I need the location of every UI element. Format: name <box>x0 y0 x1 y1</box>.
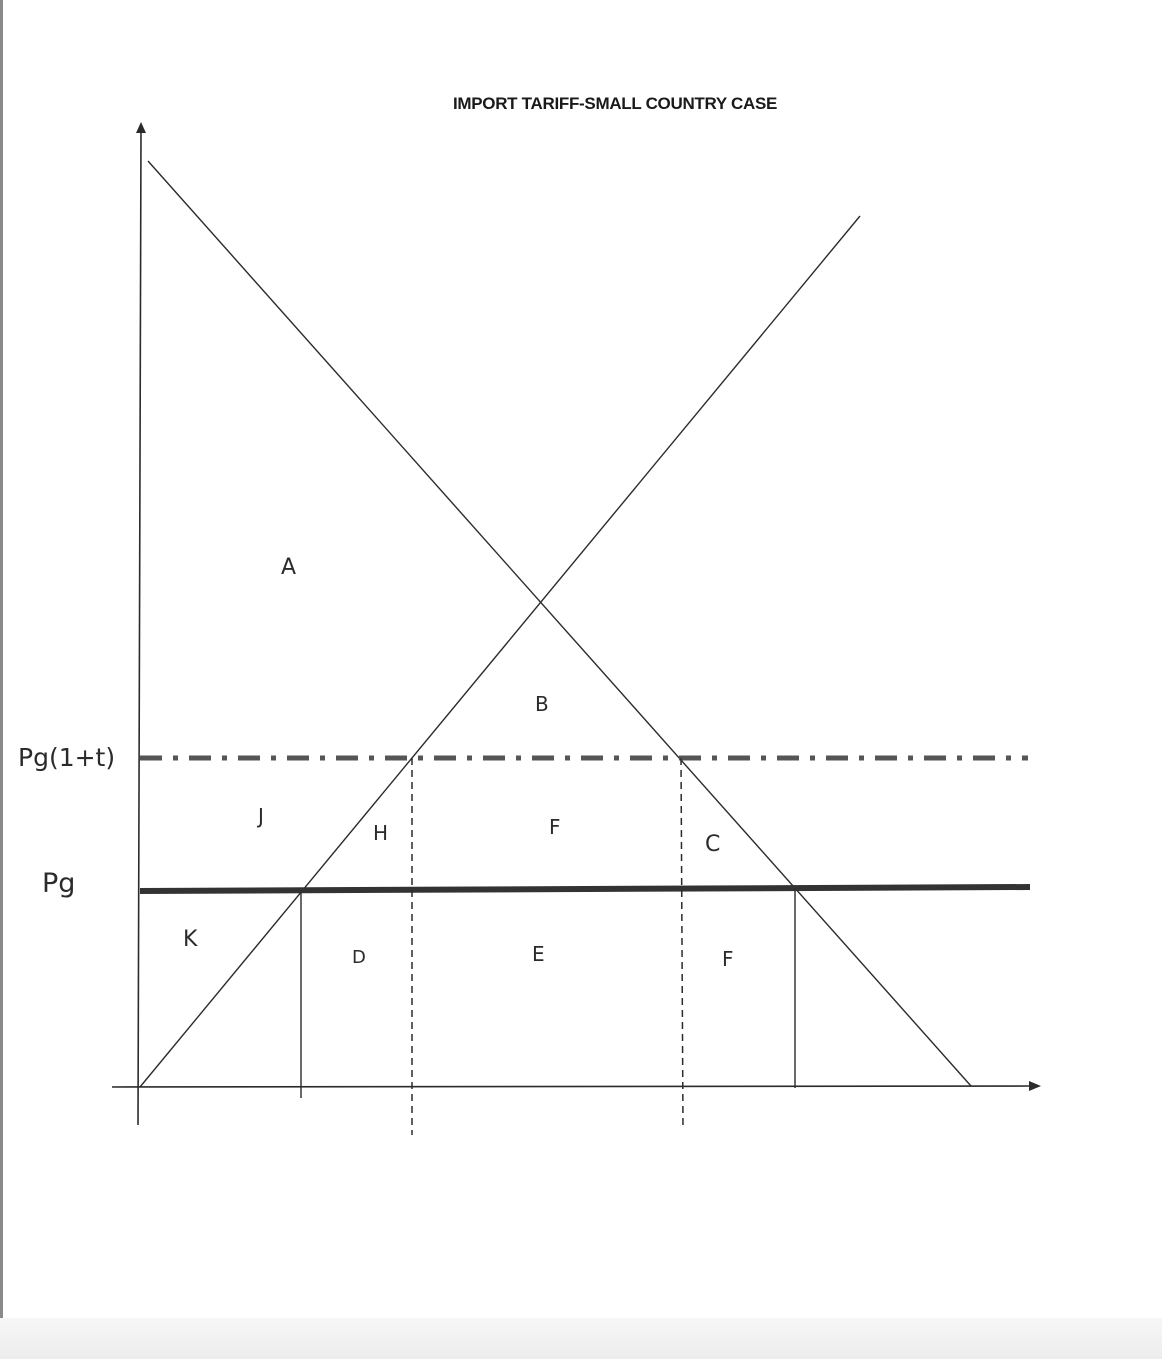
region-label-E: E <box>532 942 545 966</box>
y-axis <box>138 130 141 1125</box>
supply-curve <box>140 216 860 1087</box>
world-price-label: Pg <box>42 868 76 899</box>
tariff-demand-quantity-line <box>681 758 683 1128</box>
region-label-F-upper: F <box>549 815 561 839</box>
diagram-title: IMPORT TARIFF-SMALL COUNTRY CASE <box>452 94 778 113</box>
region-label-D: D <box>352 947 366 968</box>
region-label-K: K <box>183 927 198 952</box>
demand-curve <box>148 161 971 1086</box>
x-axis-arrow <box>1029 1081 1041 1091</box>
world-price-line <box>140 887 1030 891</box>
tariff-price-label: Pg(1+t) <box>18 743 116 772</box>
region-label-A: A <box>281 555 297 580</box>
region-label-H: H <box>373 821 389 845</box>
region-label-C: C <box>705 832 721 857</box>
x-axis <box>112 1086 1030 1087</box>
region-label-B: B <box>535 692 549 716</box>
y-axis-arrow <box>136 122 146 133</box>
region-label-J: J <box>258 804 264 828</box>
region-label-F-lower: F <box>722 947 734 971</box>
page-bottom-margin <box>0 1318 1162 1359</box>
